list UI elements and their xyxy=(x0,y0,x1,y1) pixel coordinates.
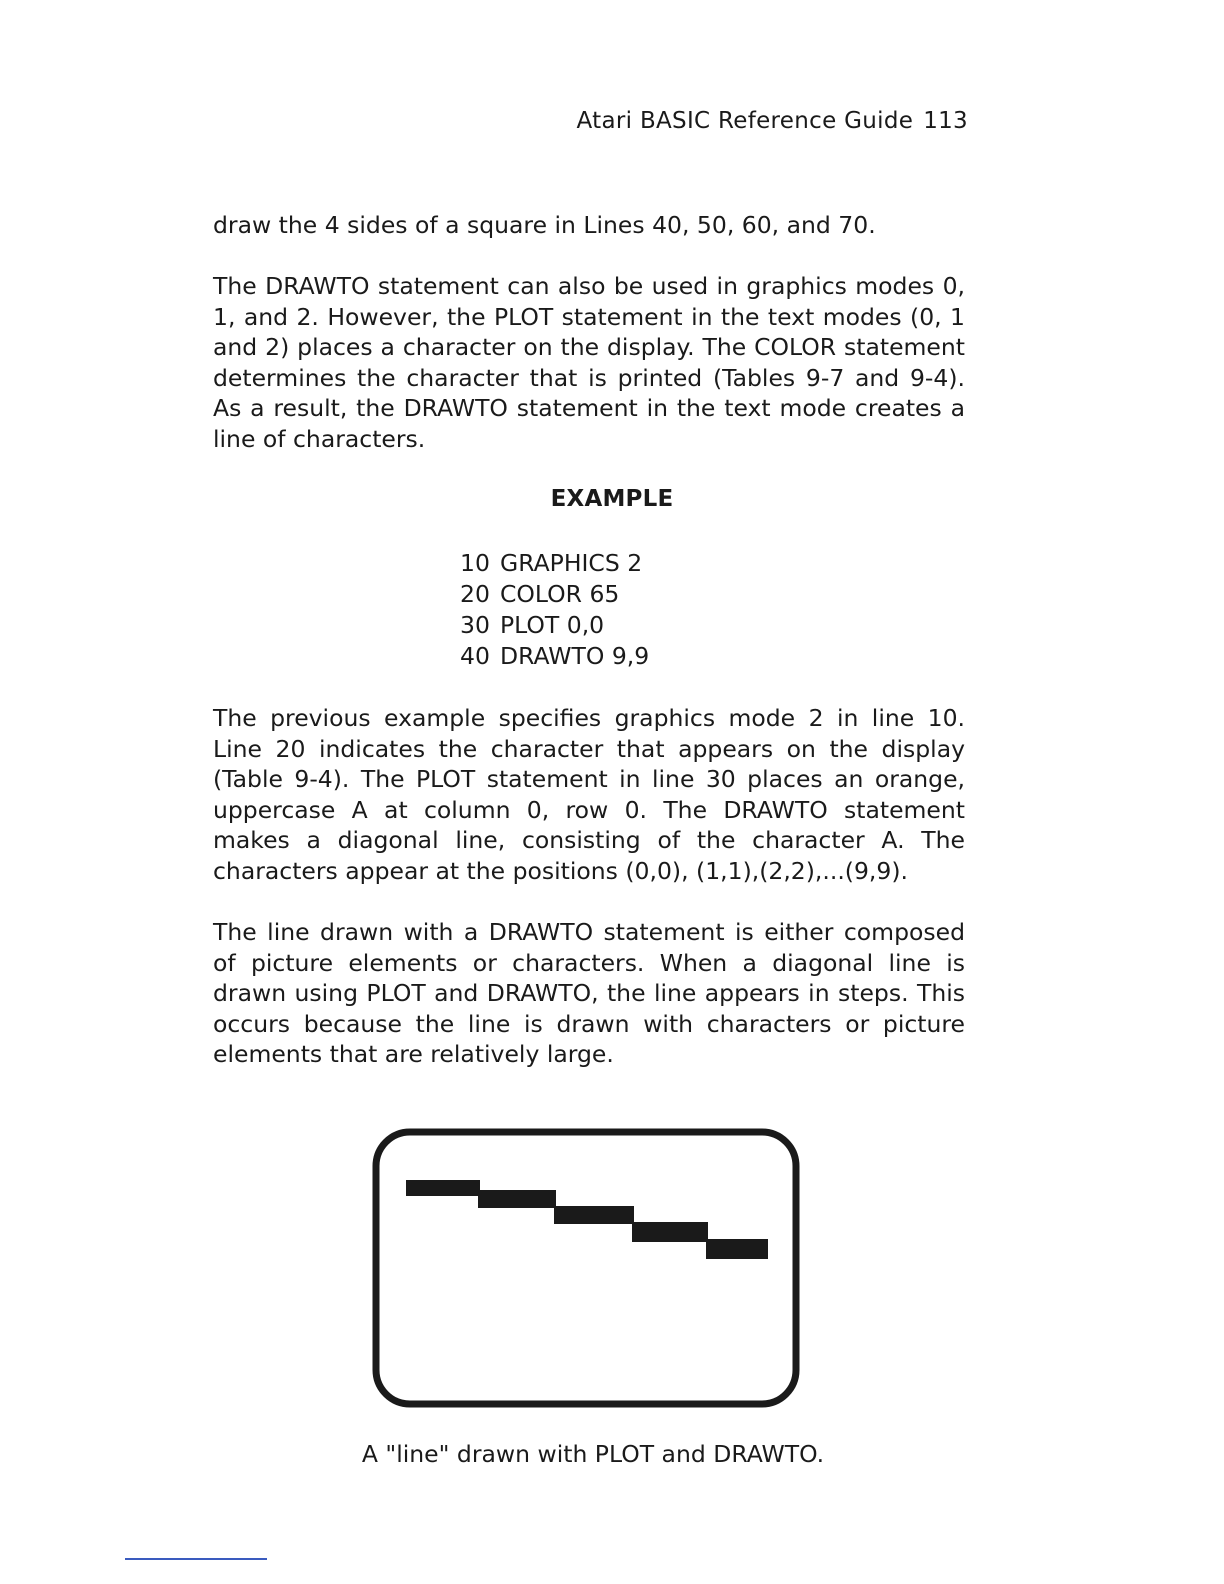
paragraph-3: The previous example specifies graphics mode 2 in line 10. Line 20 indicates the character that appears on the display (Table 9-4). The PLOT statement in line 30 places an orange, uppercase A at column 0, row 0. The DRAWTO statement makes a diagonal line, consisting of the character A. The characters appear at the positions (0,0), (1,1),(2,2),...(9,9). xyxy=(213,704,965,885)
code-line xyxy=(460,579,649,610)
line-segment-3 xyxy=(554,1206,634,1224)
screen-frame xyxy=(376,1132,796,1404)
code-line xyxy=(460,641,649,672)
code-line-number: 30 xyxy=(460,611,490,639)
running-header-title: Atari BASIC Reference Guide xyxy=(576,108,914,134)
code-line-number: 40 xyxy=(460,642,490,670)
code-line xyxy=(460,548,649,579)
code-example xyxy=(460,548,649,672)
screen-diagram xyxy=(372,1128,802,1410)
code-line xyxy=(460,610,649,641)
paragraph-4: The line drawn with a DRAWTO statement is either composed of picture elements or characters. When a diagonal line is drawn using PLOT and DRAWTO, the line appears in steps. This occurs because the line is drawn with characters or picture elements that are relatively large. xyxy=(213,918,965,1069)
figure-screen-illustration xyxy=(372,1128,802,1410)
paragraph-1: draw the 4 sides of a square in Lines 40, 50, 60, and 70. xyxy=(213,211,876,239)
footer-rule xyxy=(125,1558,267,1560)
code-line-statement: COLOR 65 xyxy=(500,580,620,608)
line-segment-1 xyxy=(406,1180,480,1196)
code-line-statement: DRAWTO 9,9 xyxy=(500,642,650,670)
paragraph-2: The DRAWTO statement can also be used in graphics modes 0, 1, and 2. However, the PLOT statement in the text modes (0, 1 and 2) places a character on the display. The COLOR statement determines the character that is printed (Tables 9-7 and 9-4). As a result, the DRAWTO statement in the text mode creates a line of characters. xyxy=(213,272,965,453)
line-segment-2 xyxy=(478,1190,556,1208)
code-line-statement: GRAPHICS 2 xyxy=(500,549,643,577)
line-segment-4 xyxy=(632,1222,708,1242)
page-number: 113 xyxy=(923,108,968,134)
code-line-statement: PLOT 0,0 xyxy=(500,611,605,639)
figure-caption: A "line" drawn with PLOT and DRAWTO. xyxy=(361,1440,825,1468)
example-heading: EXAMPLE xyxy=(550,486,674,512)
code-line-number: 10 xyxy=(460,549,490,577)
code-line-number: 20 xyxy=(460,580,490,608)
running-header xyxy=(560,108,968,134)
line-segment-5 xyxy=(706,1239,768,1259)
